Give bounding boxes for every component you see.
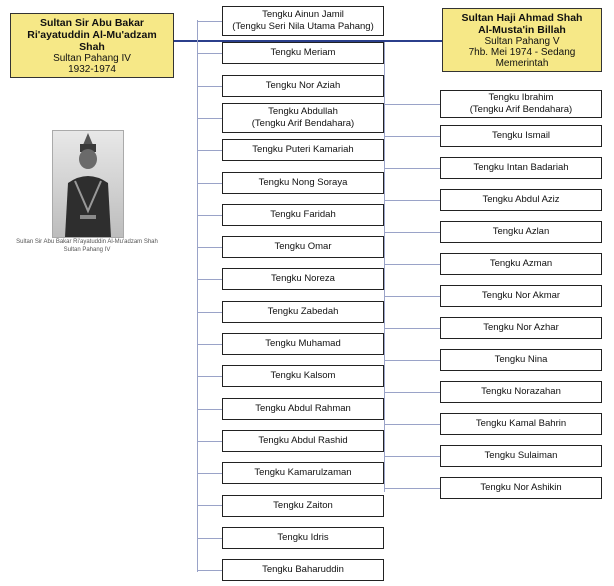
child-box: [222, 172, 384, 194]
branch-line: [197, 183, 222, 184]
child-name: Tengku Nina: [494, 354, 548, 365]
child-box: [440, 317, 602, 339]
branch-line: [384, 104, 440, 105]
child-box: [222, 75, 384, 97]
child-name: Tengku Zaiton: [273, 499, 333, 511]
portrait-photo: [52, 130, 124, 238]
branch-line: [384, 456, 440, 457]
child-name: Tengku Faridah: [270, 208, 336, 220]
portrait-figure-icon: [53, 131, 123, 237]
branch-line: [384, 328, 440, 329]
child-box: [222, 430, 384, 452]
child-box: [222, 6, 384, 36]
branch-line: [197, 215, 222, 216]
ruler-reign: Memerintah: [495, 57, 549, 69]
ruler-name-line: Sultan Sir Abu Bakar: [39, 16, 145, 29]
child-title: (Tengku Seri Nila Utama Pahang): [232, 21, 374, 32]
child-box: [222, 527, 384, 549]
child-box: [440, 189, 602, 211]
child-name: Tengku Idris: [277, 531, 329, 543]
child-box: [440, 157, 602, 179]
branch-line: [384, 392, 440, 393]
branch-line: [197, 86, 222, 87]
branch-line: [384, 168, 440, 169]
child-name: Tengku Noreza: [271, 273, 335, 285]
branch-line: [384, 200, 440, 201]
child-box: [222, 398, 384, 420]
child-name: Tengku Kamarulzaman: [254, 467, 352, 479]
branch-line: [197, 570, 222, 571]
child-name: Tengku Norazahan: [481, 386, 561, 397]
child-box: [222, 268, 384, 290]
child-name: Tengku Omar: [274, 241, 332, 253]
child-name: Tengku Ibrahim: [488, 92, 554, 103]
child-box: [222, 139, 384, 161]
child-name: Tengku Nor Akmar: [481, 290, 561, 301]
ruler-name-line: Al-Musta'in Billah: [478, 23, 566, 36]
child-box: [222, 103, 384, 133]
child-name: Tengku Meriam: [270, 47, 336, 59]
ruler-name-line: Shah: [79, 40, 105, 53]
branch-line: [197, 53, 222, 54]
branch-line: [197, 376, 222, 377]
branch-line: [197, 150, 222, 151]
branch-line: [197, 21, 222, 22]
child-name: Tengku Muhamad: [265, 338, 341, 349]
child-name: Tengku Nor Ashikin: [480, 482, 562, 493]
child-name: Tengku Abdul Rashid: [258, 434, 348, 446]
child-name: Tengku Kalsom: [270, 370, 336, 382]
ruler-box-sultan-pahang-v: [442, 8, 602, 72]
child-box: [440, 90, 602, 118]
child-box: [222, 462, 384, 484]
branch-line: [384, 136, 440, 137]
ruler-reign: 1932-1974: [68, 63, 116, 75]
branch-line: [197, 538, 222, 539]
child-name: Tengku Abdul Rahman: [255, 402, 351, 414]
child-name: Tengku Abdul Aziz: [482, 194, 560, 205]
portrait-caption-line: Sultan Pahang IV: [63, 247, 111, 253]
branch-line: [197, 409, 222, 410]
branch-line: [197, 279, 222, 280]
middle-trunk-line: [197, 20, 198, 572]
child-name: Tengku Ainun Jamil: [262, 9, 344, 20]
child-box: [440, 477, 602, 499]
child-name: Tengku Ismail: [491, 130, 551, 141]
child-box: [440, 349, 602, 371]
portrait-caption: [4, 238, 170, 254]
branch-line: [197, 441, 222, 442]
child-box: [440, 381, 602, 403]
child-box: [222, 333, 384, 355]
child-name: Tengku Azman: [489, 258, 553, 269]
child-box: [440, 285, 602, 307]
child-name: Tengku Kamal Bahrin: [475, 418, 567, 429]
child-name: Tengku Puteri Kamariah: [252, 144, 354, 156]
child-box: [222, 301, 384, 323]
child-name: Tengku Nong Soraya: [258, 176, 348, 188]
branch-line: [197, 505, 222, 506]
child-box: [222, 204, 384, 226]
child-box: [440, 413, 602, 435]
ruler-title: Sultan Pahang IV: [53, 52, 131, 64]
child-name: Tengku Nor Aziah: [265, 79, 341, 91]
branch-line: [384, 296, 440, 297]
child-box: [222, 495, 384, 517]
branch-line: [384, 424, 440, 425]
branch-line: [384, 488, 440, 489]
ruler-title: Sultan Pahang V: [484, 35, 560, 47]
branch-line: [197, 473, 222, 474]
child-title: (Tengku Arif Bendahara): [469, 104, 573, 115]
ruler-box-sultan-pahang-iv: [10, 13, 174, 78]
branch-line: [197, 312, 222, 313]
child-name: Tengku Sulaiman: [484, 450, 558, 461]
child-box: [222, 236, 384, 258]
child-name: Tengku Nor Azhar: [483, 322, 559, 333]
ruler-name-line: Ri'ayatuddin Al-Mu'adzam: [27, 28, 157, 41]
child-box: [440, 445, 602, 467]
child-box: [222, 365, 384, 387]
branch-line: [197, 118, 222, 119]
child-name: Tengku Abdullah: [268, 105, 338, 117]
child-name: Tengku Zabedah: [267, 305, 339, 317]
branch-line: [384, 360, 440, 361]
branch-line: [384, 264, 440, 265]
child-box: [440, 253, 602, 275]
ruler-name-line: Sultan Haji Ahmad Shah: [461, 11, 583, 24]
branch-line: [384, 232, 440, 233]
child-box: [222, 559, 384, 581]
child-name: Tengku Intan Badariah: [473, 162, 569, 173]
branch-line: [197, 344, 222, 345]
portrait-caption-line: Sultan Sir Abu Bakar Ri'ayatuddin Al-Mu'adzam Shah: [16, 239, 158, 245]
child-box: [222, 42, 384, 64]
branch-line: [197, 247, 222, 248]
child-name: Tengku Baharuddin: [262, 564, 344, 576]
child-title: (Tengku Arif Bendahara): [251, 117, 355, 129]
child-box: [440, 221, 602, 243]
ruler-reign: 7hb. Mei 1974 - Sedang: [468, 46, 576, 58]
child-name: Tengku Azlan: [492, 226, 550, 237]
child-box: [440, 125, 602, 147]
